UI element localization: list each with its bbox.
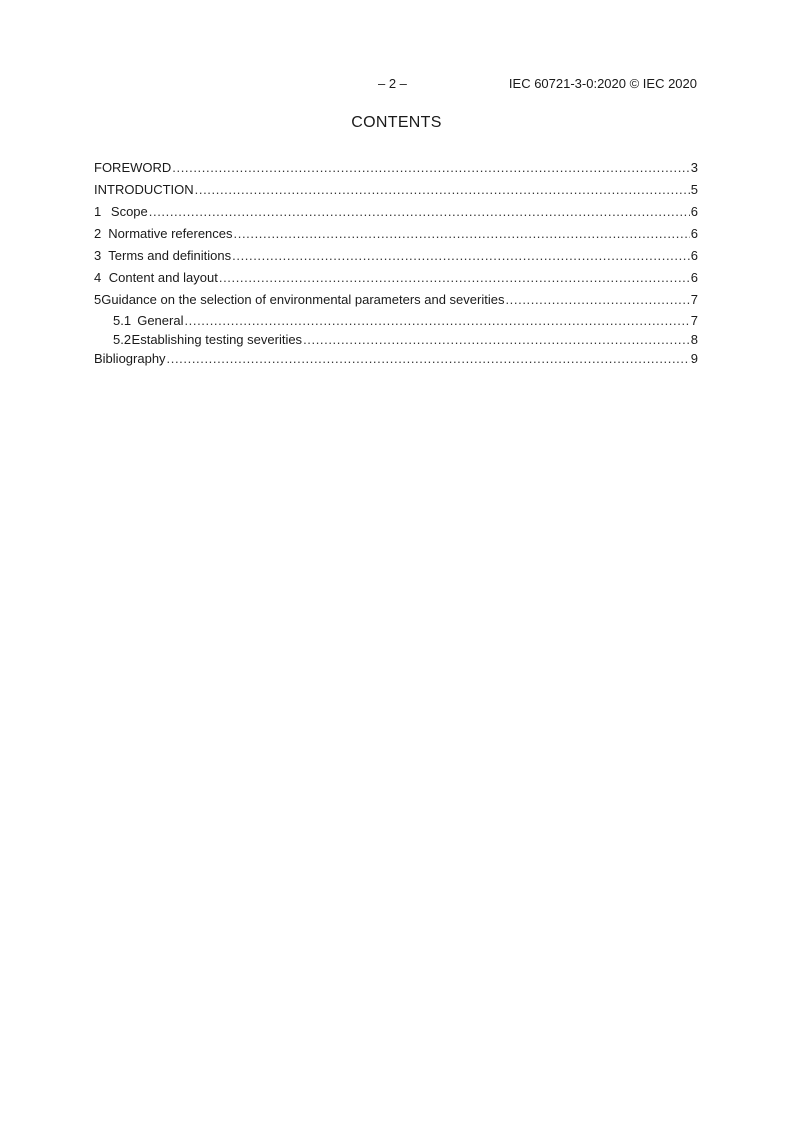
toc-entry-label: Terms and definitions <box>108 248 232 263</box>
toc-entry-page: 6 <box>690 226 698 241</box>
dot-leader <box>232 245 690 267</box>
dot-leader <box>219 267 690 289</box>
toc-entry-page: 7 <box>690 313 698 328</box>
toc-entry-label: Guidance on the selection of environmental parameters and severities <box>101 292 505 307</box>
toc-entry-foreword[interactable] <box>94 157 698 179</box>
dot-leader <box>195 179 690 201</box>
toc-entry-normative-references[interactable] <box>94 223 698 245</box>
dot-leader <box>303 330 690 349</box>
table-of-contents <box>94 157 698 368</box>
document-identifier: IEC 60721-3-0:2020 © IEC 2020 <box>508 76 697 91</box>
toc-entry-number: 2 <box>94 226 102 241</box>
dot-leader <box>505 289 689 311</box>
toc-entry-number: 1 <box>94 204 102 219</box>
toc-entry-introduction[interactable] <box>94 179 698 201</box>
page-number: – 2 – <box>378 76 407 91</box>
toc-entry-page: 7 <box>690 292 698 307</box>
toc-entry-number: 5.1 <box>113 313 132 328</box>
dot-leader <box>167 349 690 368</box>
toc-entry-label: Normative references <box>108 226 233 241</box>
dot-leader <box>234 223 690 245</box>
toc-entry-scope[interactable] <box>94 201 698 223</box>
toc-entry-terms-and-definitions[interactable] <box>94 245 698 267</box>
toc-entry-page: 5 <box>690 182 698 197</box>
toc-entry-number: 5.2 <box>113 332 132 347</box>
toc-entry-page: 9 <box>690 351 698 366</box>
toc-entry-establishing-testing-severities[interactable] <box>94 330 698 349</box>
toc-entry-page: 3 <box>690 160 698 175</box>
toc-entry-number: 5 <box>94 292 102 307</box>
toc-entry-label: Establishing testing severities <box>131 332 303 347</box>
dot-leader <box>184 311 689 330</box>
toc-entry-label: FOREWORD <box>94 160 172 175</box>
toc-entry-general[interactable] <box>94 311 698 330</box>
toc-entry-content-and-layout[interactable] <box>94 267 698 289</box>
toc-entry-page: 6 <box>690 204 698 219</box>
toc-entry-label: Content and layout <box>108 270 218 285</box>
toc-entry-label: Scope <box>110 204 148 219</box>
toc-entry-label: INTRODUCTION <box>94 182 194 197</box>
toc-entry-label: Bibliography <box>94 351 166 366</box>
contents-title: CONTENTS <box>351 114 442 131</box>
toc-entry-guidance[interactable] <box>94 289 698 311</box>
toc-entry-bibliography[interactable] <box>94 349 698 368</box>
toc-entry-page: 6 <box>690 270 698 285</box>
toc-entry-label: General <box>137 313 184 328</box>
dot-leader <box>149 201 690 223</box>
toc-entry-number: 3 <box>94 248 102 263</box>
toc-entry-page: 8 <box>690 332 698 347</box>
toc-entry-number: 4 <box>94 270 102 285</box>
dot-leader <box>172 157 689 179</box>
toc-entry-page: 6 <box>690 248 698 263</box>
